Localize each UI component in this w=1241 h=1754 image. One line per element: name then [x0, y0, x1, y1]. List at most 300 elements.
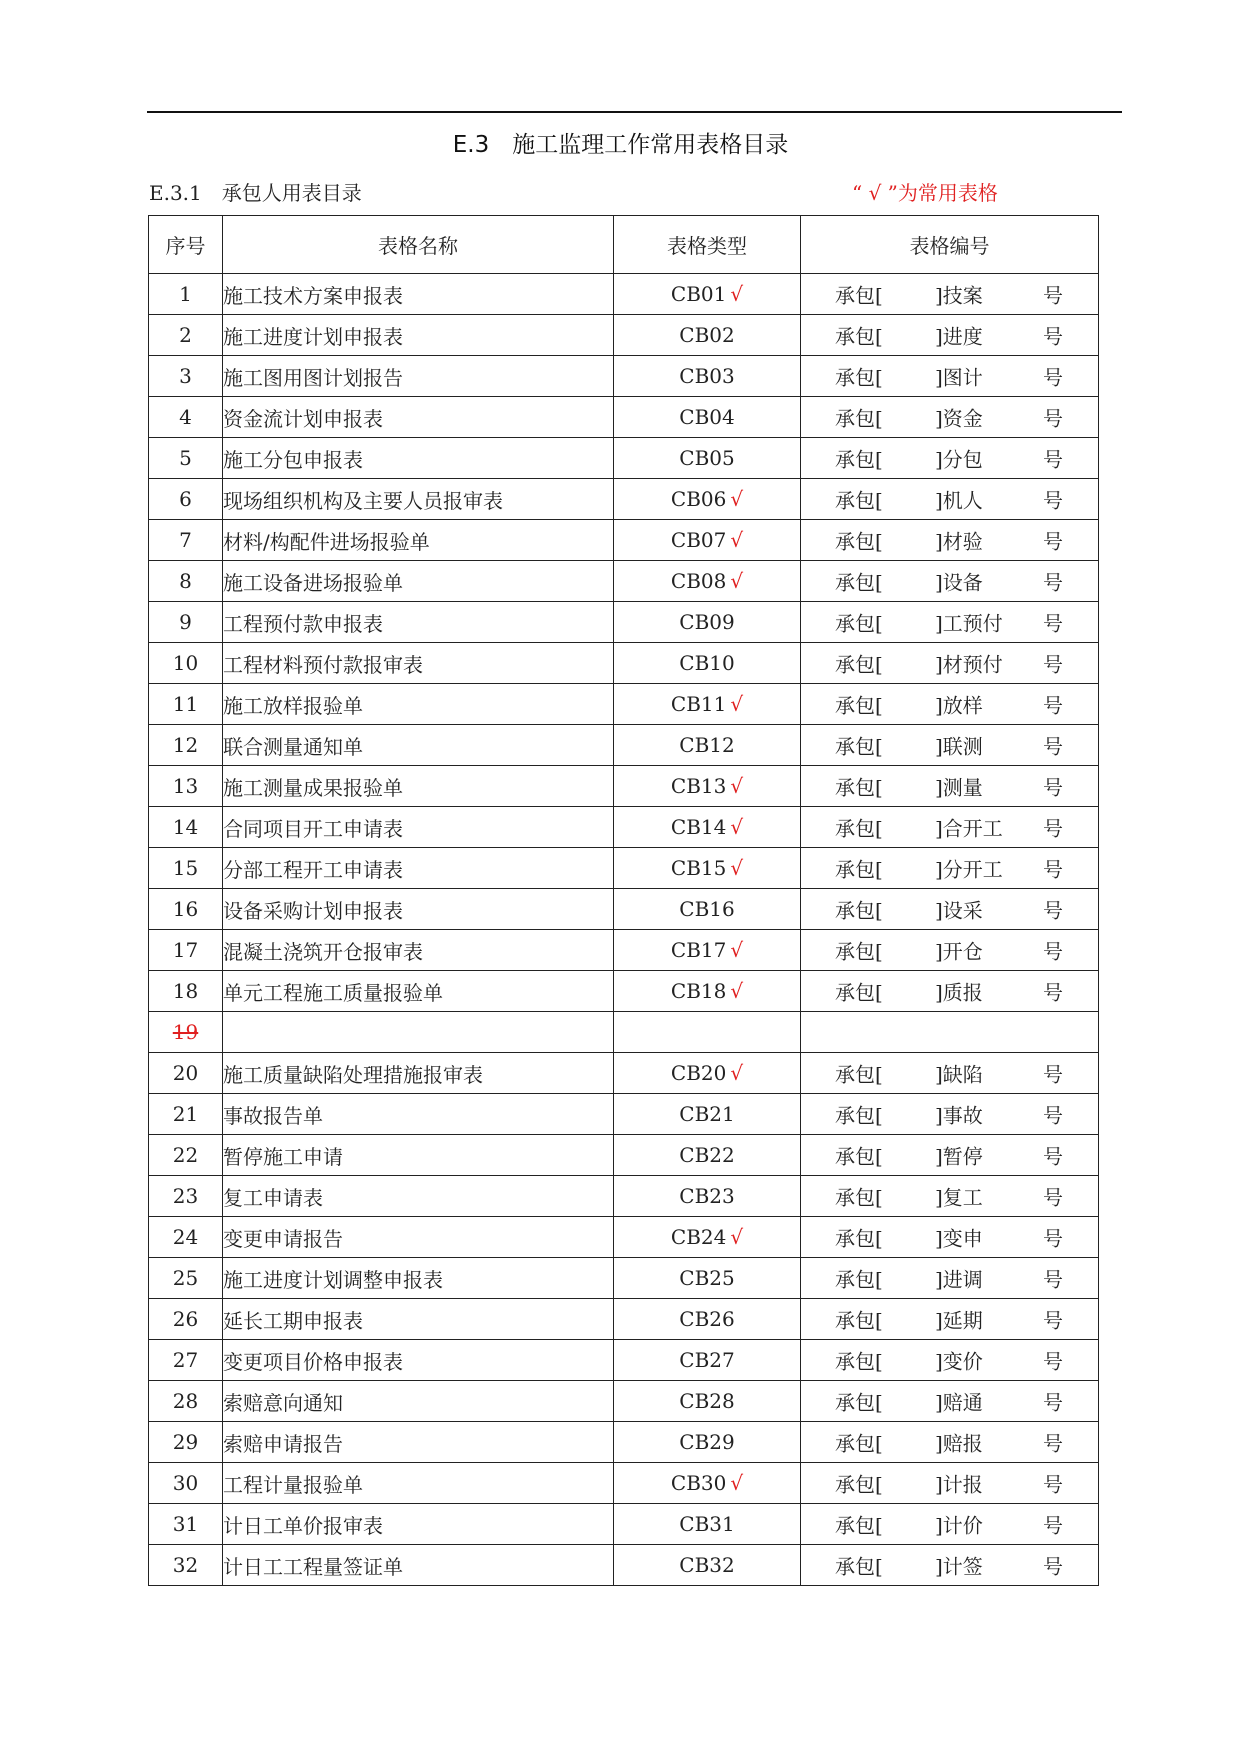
- code-prefix: 承包[: [835, 652, 883, 677]
- code-prefix: 承包[: [835, 1144, 883, 1169]
- common-check-icon: √: [730, 938, 744, 962]
- header-form-code: 表格编号: [801, 216, 1099, 274]
- row-form-type: CB30: [670, 1471, 727, 1495]
- row-form-code: ]计签: [935, 1554, 983, 1579]
- row-form-type: CB08: [670, 569, 727, 593]
- row-form-name: 混凝土浇筑开仓报审表: [223, 930, 614, 971]
- code-prefix: 承包[: [835, 1431, 883, 1456]
- row-form-code-cell: [801, 643, 1099, 684]
- row-form-code: ]放样: [935, 693, 983, 718]
- common-check-icon: √: [730, 1471, 744, 1495]
- code-suffix: 号: [1043, 529, 1063, 554]
- row-form-name: 施工图用图计划报告: [223, 356, 614, 397]
- row-form-type: CB15: [670, 856, 727, 880]
- table-row: [149, 1545, 1099, 1586]
- row-form-code: ]开仓: [935, 939, 983, 964]
- code-suffix: 号: [1043, 1267, 1063, 1292]
- code-suffix: 号: [1043, 857, 1063, 882]
- row-serial-number: 14: [149, 807, 223, 848]
- row-serial-number: 6: [149, 479, 223, 520]
- row-form-code-cell: [801, 1545, 1099, 1586]
- row-serial-number: 24: [149, 1217, 223, 1258]
- row-form-code-cell: [801, 602, 1099, 643]
- common-check-icon: √: [730, 487, 744, 511]
- table-row: [149, 561, 1099, 602]
- row-serial-number: 8: [149, 561, 223, 602]
- row-form-code-cell: [801, 315, 1099, 356]
- header-form-name: 表格名称: [223, 216, 614, 274]
- row-form-code-cell: [801, 1463, 1099, 1504]
- code-prefix: 承包[: [835, 816, 883, 841]
- row-form-type: CB18: [670, 979, 727, 1003]
- table-row: [149, 1012, 1099, 1053]
- table-row: [149, 971, 1099, 1012]
- code-prefix: 承包[: [835, 1472, 883, 1497]
- row-form-code-cell: [801, 1135, 1099, 1176]
- code-prefix: 承包[: [835, 447, 883, 472]
- code-suffix: 号: [1043, 652, 1063, 677]
- row-form-type-cell: [614, 397, 801, 438]
- row-form-code: ]事故: [935, 1103, 983, 1128]
- row-serial-number: 29: [149, 1422, 223, 1463]
- table-row: [149, 1422, 1099, 1463]
- row-form-code: ]设备: [935, 570, 983, 595]
- row-form-name: 工程计量报验单: [223, 1463, 614, 1504]
- row-form-name: 合同项目开工申请表: [223, 807, 614, 848]
- code-prefix: 承包[: [835, 1062, 883, 1087]
- code-suffix: 号: [1043, 570, 1063, 595]
- row-serial-number: 28: [149, 1381, 223, 1422]
- row-form-code-cell: [801, 971, 1099, 1012]
- row-form-code-cell: [801, 1053, 1099, 1094]
- row-form-name: 施工进度计划调整申报表: [223, 1258, 614, 1299]
- row-form-code-cell: [801, 397, 1099, 438]
- row-form-code-cell: [801, 438, 1099, 479]
- row-form-type-cell: [614, 1299, 801, 1340]
- row-serial-number: 31: [149, 1504, 223, 1545]
- code-suffix: 号: [1043, 324, 1063, 349]
- row-form-type-cell: [614, 1463, 801, 1504]
- table-row: [149, 479, 1099, 520]
- table-row: [149, 807, 1099, 848]
- row-form-type: CB16: [679, 897, 735, 921]
- table-row: [149, 1258, 1099, 1299]
- row-form-type-cell: [614, 1176, 801, 1217]
- row-form-code-cell: [801, 1176, 1099, 1217]
- row-form-code: ]材验: [935, 529, 983, 554]
- row-form-name: 延长工期申报表: [223, 1299, 614, 1340]
- row-serial-number: 7: [149, 520, 223, 561]
- row-form-code: ]合开工: [935, 816, 1003, 841]
- code-prefix: 承包[: [835, 857, 883, 882]
- table-row: [149, 356, 1099, 397]
- row-serial-number: 22: [149, 1135, 223, 1176]
- table-row: [149, 1340, 1099, 1381]
- table-row: [149, 1176, 1099, 1217]
- code-prefix: 承包[: [835, 529, 883, 554]
- code-prefix: 承包[: [835, 898, 883, 923]
- code-prefix: 承包[: [835, 1390, 883, 1415]
- row-serial-number: 2: [149, 315, 223, 356]
- code-suffix: 号: [1043, 406, 1063, 431]
- row-form-type-cell: [614, 1053, 801, 1094]
- row-form-code: ]计报: [935, 1472, 983, 1497]
- row-serial-number: 3: [149, 356, 223, 397]
- common-check-icon: √: [730, 692, 744, 716]
- common-check-icon: √: [730, 528, 744, 552]
- row-form-type: CB21: [679, 1102, 735, 1126]
- code-suffix: 号: [1043, 898, 1063, 923]
- row-serial-number: 9: [149, 602, 223, 643]
- row-form-type-cell: [614, 1012, 801, 1053]
- code-suffix: 号: [1043, 816, 1063, 841]
- code-suffix: 号: [1043, 488, 1063, 513]
- row-form-type-cell: [614, 684, 801, 725]
- row-form-type: CB24: [670, 1225, 727, 1249]
- row-form-code: ]赔报: [935, 1431, 983, 1456]
- row-form-code: ]赔通: [935, 1390, 983, 1415]
- code-prefix: 承包[: [835, 939, 883, 964]
- row-form-type-cell: [614, 438, 801, 479]
- row-form-type-cell: [614, 1094, 801, 1135]
- row-serial-number: 17: [149, 930, 223, 971]
- row-form-code-cell: [801, 1381, 1099, 1422]
- row-form-type-cell: [614, 725, 801, 766]
- row-form-type: CB10: [679, 651, 735, 675]
- row-form-code-cell: [801, 1340, 1099, 1381]
- row-form-name: 复工申请表: [223, 1176, 614, 1217]
- row-form-type: CB03: [679, 364, 735, 388]
- row-form-type: CB27: [679, 1348, 735, 1372]
- row-form-code: ]分包: [935, 447, 983, 472]
- row-form-type-cell: [614, 971, 801, 1012]
- row-form-type-cell: [614, 889, 801, 930]
- code-suffix: 号: [1043, 1103, 1063, 1128]
- top-rule: [147, 111, 1122, 113]
- table-row: [149, 889, 1099, 930]
- table-row: [149, 315, 1099, 356]
- row-form-type-cell: [614, 1545, 801, 1586]
- row-form-name: 事故报告单: [223, 1094, 614, 1135]
- row-form-code: ]质报: [935, 980, 983, 1005]
- table-row: [149, 1053, 1099, 1094]
- row-form-name: 单元工程施工质量报验单: [223, 971, 614, 1012]
- row-form-type-cell: [614, 602, 801, 643]
- code-prefix: 承包[: [835, 1554, 883, 1579]
- row-form-type: CB09: [679, 610, 735, 634]
- row-serial-number: 20: [149, 1053, 223, 1094]
- row-form-type: CB11: [670, 692, 727, 716]
- row-serial-number: 21: [149, 1094, 223, 1135]
- row-form-type-cell: [614, 848, 801, 889]
- row-form-type: CB06: [670, 487, 727, 511]
- table-row: [149, 1381, 1099, 1422]
- row-serial-number: 12: [149, 725, 223, 766]
- common-check-icon: √: [730, 282, 744, 306]
- row-form-name: 联合测量通知单: [223, 725, 614, 766]
- row-form-type-cell: [614, 1422, 801, 1463]
- row-form-code-cell: [801, 889, 1099, 930]
- common-check-icon: √: [730, 815, 744, 839]
- row-form-code-cell: [801, 1217, 1099, 1258]
- row-form-code-cell: [801, 520, 1099, 561]
- row-form-type-cell: [614, 520, 801, 561]
- row-serial-number: 30: [149, 1463, 223, 1504]
- row-form-code-cell: [801, 1422, 1099, 1463]
- code-suffix: 号: [1043, 447, 1063, 472]
- row-form-name: 施工质量缺陷处理措施报审表: [223, 1053, 614, 1094]
- row-form-code-cell: [801, 561, 1099, 602]
- row-serial-number: 27: [149, 1340, 223, 1381]
- row-form-code: ]计价: [935, 1513, 983, 1538]
- table-row: [149, 520, 1099, 561]
- code-suffix: 号: [1043, 365, 1063, 390]
- row-serial-number: 13: [149, 766, 223, 807]
- row-form-type-cell: [614, 561, 801, 602]
- code-suffix: 号: [1043, 1431, 1063, 1456]
- code-prefix: 承包[: [835, 1349, 883, 1374]
- row-form-type-cell: [614, 274, 801, 315]
- header-serial-number: 序号: [149, 216, 223, 274]
- row-form-name: 工程材料预付款报审表: [223, 643, 614, 684]
- row-form-code-cell: [801, 684, 1099, 725]
- code-prefix: 承包[: [835, 775, 883, 800]
- code-prefix: 承包[: [835, 283, 883, 308]
- row-form-code: ]暂停: [935, 1144, 983, 1169]
- row-form-name: 索赔申请报告: [223, 1422, 614, 1463]
- row-form-type: CB17: [670, 938, 727, 962]
- page-title: E.3 施工监理工作常用表格目录: [452, 132, 789, 158]
- code-prefix: 承包[: [835, 734, 883, 759]
- code-suffix: 号: [1043, 1390, 1063, 1415]
- table-row: [149, 1504, 1099, 1545]
- row-form-type: CB05: [679, 446, 735, 470]
- row-serial-number: 32: [149, 1545, 223, 1586]
- row-form-type-cell: [614, 479, 801, 520]
- common-check-icon: √: [730, 979, 744, 1003]
- table-row: [149, 274, 1099, 315]
- row-form-type: CB02: [679, 323, 735, 347]
- row-serial-number: 25: [149, 1258, 223, 1299]
- row-form-type: CB20: [670, 1061, 727, 1085]
- code-suffix: 号: [1043, 1062, 1063, 1087]
- row-form-name: 施工分包申报表: [223, 438, 614, 479]
- table-row: [149, 1094, 1099, 1135]
- row-serial-number: 18: [149, 971, 223, 1012]
- row-form-code: ]变申: [935, 1226, 983, 1251]
- row-form-name: [223, 1012, 614, 1053]
- row-form-type-cell: [614, 1340, 801, 1381]
- row-form-code-cell: [801, 807, 1099, 848]
- code-suffix: 号: [1043, 939, 1063, 964]
- table-row: [149, 930, 1099, 971]
- code-suffix: 号: [1043, 283, 1063, 308]
- table-body: [149, 274, 1099, 1586]
- row-form-type: CB32: [679, 1553, 735, 1577]
- row-form-name: 变更项目价格申报表: [223, 1340, 614, 1381]
- code-suffix: 号: [1043, 734, 1063, 759]
- row-form-code-cell: [801, 274, 1099, 315]
- row-form-code-cell: [801, 479, 1099, 520]
- row-form-type: CB01: [670, 282, 727, 306]
- row-form-code: ]变价: [935, 1349, 983, 1374]
- row-form-name: 变更申请报告: [223, 1217, 614, 1258]
- row-form-type: CB13: [670, 774, 727, 798]
- row-serial-number: 5: [149, 438, 223, 479]
- row-form-code-cell: [801, 1299, 1099, 1340]
- common-form-legend: “ √ ”为常用表格: [852, 181, 998, 205]
- row-form-code-cell: [801, 1504, 1099, 1545]
- row-form-type: CB26: [679, 1307, 735, 1331]
- row-form-code: ]图计: [935, 365, 983, 390]
- row-form-name: 施工放样报验单: [223, 684, 614, 725]
- row-form-type: CB14: [670, 815, 727, 839]
- row-form-name: 资金流计划申报表: [223, 397, 614, 438]
- code-suffix: 号: [1043, 693, 1063, 718]
- row-form-name: 暂停施工申请: [223, 1135, 614, 1176]
- row-form-code: ]进度: [935, 324, 983, 349]
- row-form-name: 现场组织机构及主要人员报审表: [223, 479, 614, 520]
- row-serial-number: 11: [149, 684, 223, 725]
- row-serial-number: 1: [149, 274, 223, 315]
- common-check-icon: √: [730, 1225, 744, 1249]
- row-form-type-cell: [614, 643, 801, 684]
- table-row: [149, 848, 1099, 889]
- code-suffix: 号: [1043, 1308, 1063, 1333]
- row-form-name: 材料/构配件进场报验单: [223, 520, 614, 561]
- code-suffix: 号: [1043, 775, 1063, 800]
- code-suffix: 号: [1043, 1349, 1063, 1374]
- table-row: [149, 643, 1099, 684]
- header-form-type: 表格类型: [614, 216, 801, 274]
- common-check-icon: √: [730, 774, 744, 798]
- row-form-type-cell: [614, 356, 801, 397]
- code-prefix: 承包[: [835, 1185, 883, 1210]
- row-form-type-cell: [614, 1217, 801, 1258]
- row-form-code: ]分开工: [935, 857, 1003, 882]
- row-form-type: CB29: [679, 1430, 735, 1454]
- code-prefix: 承包[: [835, 1308, 883, 1333]
- row-form-type-cell: [614, 766, 801, 807]
- common-check-icon: √: [730, 569, 744, 593]
- row-form-code: ]材预付: [935, 652, 1003, 677]
- common-check-icon: √: [730, 1061, 744, 1085]
- row-form-type: CB12: [679, 733, 735, 757]
- row-form-name: 施工设备进场报验单: [223, 561, 614, 602]
- row-form-code: ]资金: [935, 406, 983, 431]
- row-form-code: ]复工: [935, 1185, 983, 1210]
- code-prefix: 承包[: [835, 693, 883, 718]
- row-serial-number: 4: [149, 397, 223, 438]
- table-row: [149, 1463, 1099, 1504]
- table-header-row: [149, 216, 1099, 274]
- table-row: [149, 397, 1099, 438]
- row-form-code: ]缺陷: [935, 1062, 983, 1087]
- code-prefix: 承包[: [835, 406, 883, 431]
- section-subtitle: E.3.1 承包人用表目录: [149, 181, 362, 205]
- row-form-type: CB23: [679, 1184, 735, 1208]
- table-row: [149, 766, 1099, 807]
- code-prefix: 承包[: [835, 1103, 883, 1128]
- row-form-code-cell: [801, 930, 1099, 971]
- row-form-name: 施工进度计划申报表: [223, 315, 614, 356]
- row-form-code: ]设采: [935, 898, 983, 923]
- row-form-name: 施工测量成果报验单: [223, 766, 614, 807]
- table-row: [149, 1299, 1099, 1340]
- row-form-name: 计日工工程量签证单: [223, 1545, 614, 1586]
- row-form-name: 设备采购计划申报表: [223, 889, 614, 930]
- row-form-type-cell: [614, 1381, 801, 1422]
- row-form-type-cell: [614, 1258, 801, 1299]
- row-serial-number: 26: [149, 1299, 223, 1340]
- code-suffix: 号: [1043, 1185, 1063, 1210]
- row-form-code: ]机人: [935, 488, 983, 513]
- row-serial-number: 15: [149, 848, 223, 889]
- row-form-type: CB25: [679, 1266, 735, 1290]
- code-prefix: 承包[: [835, 570, 883, 595]
- table-row: [149, 1135, 1099, 1176]
- row-form-code-cell: [801, 1012, 1099, 1053]
- row-form-type: CB22: [679, 1143, 735, 1167]
- table-row: [149, 725, 1099, 766]
- row-form-name: 索赔意向通知: [223, 1381, 614, 1422]
- row-form-type-cell: [614, 315, 801, 356]
- row-form-code: ]工预付: [935, 611, 1003, 636]
- code-suffix: 号: [1043, 1554, 1063, 1579]
- code-suffix: 号: [1043, 611, 1063, 636]
- row-serial-number: 23: [149, 1176, 223, 1217]
- code-prefix: 承包[: [835, 980, 883, 1005]
- row-form-name: 工程预付款申报表: [223, 602, 614, 643]
- row-form-type-cell: [614, 1135, 801, 1176]
- table-row: [149, 438, 1099, 479]
- row-form-code: ]进调: [935, 1267, 983, 1292]
- row-form-code-cell: [801, 356, 1099, 397]
- code-prefix: 承包[: [835, 1513, 883, 1538]
- code-prefix: 承包[: [835, 1226, 883, 1251]
- code-prefix: 承包[: [835, 611, 883, 636]
- code-suffix: 号: [1043, 980, 1063, 1005]
- row-form-type: CB04: [679, 405, 735, 429]
- row-form-type: CB07: [670, 528, 727, 552]
- table-row: [149, 602, 1099, 643]
- row-form-code-cell: [801, 766, 1099, 807]
- row-form-code-cell: [801, 848, 1099, 889]
- row-form-code-cell: [801, 1094, 1099, 1135]
- row-form-name: 计日工单价报审表: [223, 1504, 614, 1545]
- row-form-name: 分部工程开工申请表: [223, 848, 614, 889]
- row-form-code: ]延期: [935, 1308, 983, 1333]
- code-suffix: 号: [1043, 1226, 1063, 1251]
- code-prefix: 承包[: [835, 1267, 883, 1292]
- code-suffix: 号: [1043, 1513, 1063, 1538]
- row-form-name: 施工技术方案申报表: [223, 274, 614, 315]
- row-form-type-cell: [614, 1504, 801, 1545]
- row-form-type-cell: [614, 930, 801, 971]
- form-catalog-table: [148, 215, 1099, 1586]
- code-suffix: 号: [1043, 1472, 1063, 1497]
- row-form-type: CB31: [679, 1512, 735, 1536]
- row-serial-number: 16: [149, 889, 223, 930]
- row-form-type: CB28: [679, 1389, 735, 1413]
- row-serial-number: 10: [149, 643, 223, 684]
- code-prefix: 承包[: [835, 365, 883, 390]
- code-prefix: 承包[: [835, 488, 883, 513]
- code-prefix: 承包[: [835, 324, 883, 349]
- row-form-type-cell: [614, 807, 801, 848]
- table-row: [149, 684, 1099, 725]
- code-suffix: 号: [1043, 1144, 1063, 1169]
